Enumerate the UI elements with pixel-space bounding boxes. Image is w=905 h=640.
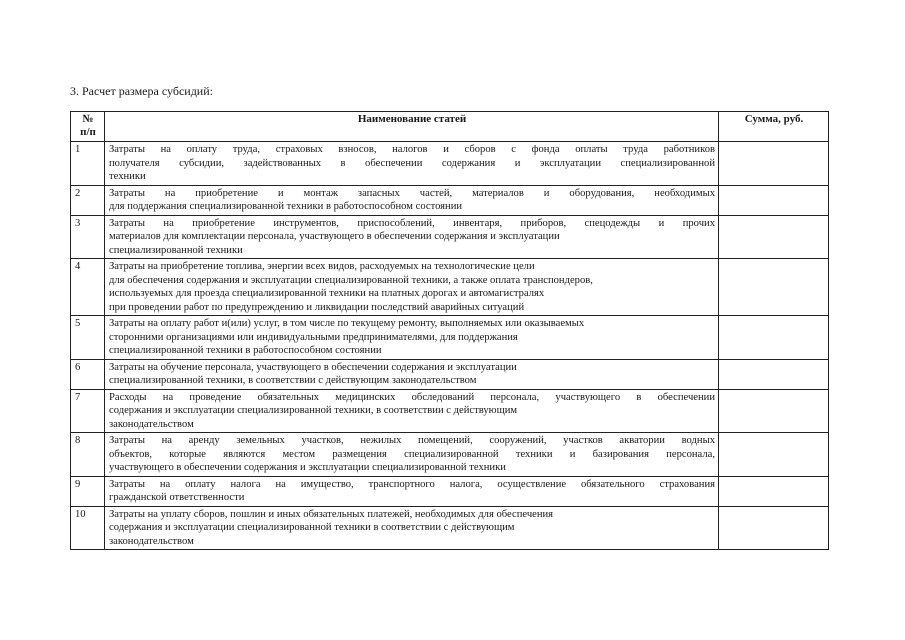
table-row	[71, 215, 829, 259]
row-item-name-line: объектов, которые являются местом размещения специализированной техники и базирования персонала,	[109, 448, 715, 460]
row-item-name	[105, 215, 719, 259]
table-row	[71, 433, 829, 477]
row-item-name-line: Затраты на аренду земельных участков, нежилых помещений, сооружений, участков акватории водных	[109, 435, 715, 446]
section-heading: 3. Расчет размера субсидий:	[70, 84, 213, 98]
row-item-name-line: Затраты на оплату налога на имущество, транспортного налога, осуществление обязательного страхования	[109, 478, 715, 490]
row-sum-value[interactable]	[719, 506, 829, 550]
row-item-name-line: Затраты на уплату сборов, пошлин и иных обязательных платежей, необходимых для обеспечения	[109, 508, 554, 520]
row-item-name-line: Затраты на обучение персонала, участвующего в обеспечении содержания и эксплуатации	[109, 361, 517, 373]
row-item-name	[105, 185, 719, 215]
column-header-sum: Сумма, руб.	[719, 112, 829, 142]
row-item-name-line: получателя субсидии, задействованных в обеспечении содержания и эксплуатации специализированной	[109, 157, 715, 169]
table-header-row	[71, 112, 829, 142]
row-item-name-line: используемых для проезда специализированной техники на платных дорогах и автомагистралях	[109, 288, 545, 299]
row-sum-value[interactable]	[719, 185, 829, 215]
row-sum-value[interactable]	[719, 142, 829, 186]
row-number: 8	[71, 433, 105, 477]
table-row	[71, 259, 829, 316]
row-item-name-line: Затраты на приобретение инструментов, приспособлений, инвентаря, приборов, спецодежды и прочих	[109, 217, 715, 229]
table-body	[71, 142, 829, 550]
row-item-name-line: для обеспечения содержания и эксплуатации специализированной техники, а также оплата транспондеров,	[109, 274, 593, 286]
column-header-number-symbol: №	[82, 113, 94, 125]
row-number: 4	[71, 259, 105, 316]
row-sum-value[interactable]	[719, 359, 829, 389]
row-item-name	[105, 506, 719, 550]
row-item-name-line: специализированной техники в работоспособном состоянии	[109, 345, 382, 356]
row-sum-value[interactable]	[719, 476, 829, 506]
row-item-name-line: техники	[109, 171, 146, 182]
row-item-name	[105, 259, 719, 316]
row-number: 1	[71, 142, 105, 186]
row-number: 6	[71, 359, 105, 389]
row-item-name-line: материалов для комплектации персонала, участвующего в обеспечении содержания и эксплуатации	[109, 231, 560, 242]
row-item-name	[105, 389, 719, 433]
table-row	[71, 506, 829, 550]
row-item-name-line: гражданской ответственности	[109, 492, 245, 503]
row-item-name	[105, 476, 719, 506]
table-row	[71, 476, 829, 506]
table-row	[71, 316, 829, 360]
row-item-name-line: при проведении работ по предупреждению и ликвидации последствий аварийных ситуаций	[109, 301, 525, 313]
table-row	[71, 359, 829, 389]
row-item-name-line: участвующего в обеспечении содержания и эксплуатации специализированной техники	[109, 462, 506, 473]
row-item-name-line: содержания и эксплуатации специализированной техники в соответствии с действующим	[109, 522, 515, 533]
row-item-name-line: Затраты на приобретение и монтаж запасных частей, материалов и оборудования, необходимых	[109, 187, 715, 199]
row-item-name-line: сторонними организациями или индивидуальными предпринимателями, для поддержания	[109, 331, 518, 343]
row-item-name-line: Расходы на проведение обязательных медицинских обследований персонала, участвующего в обеспечении	[109, 391, 715, 403]
row-number: 9	[71, 476, 105, 506]
row-sum-value[interactable]	[719, 316, 829, 360]
row-number: 2	[71, 185, 105, 215]
row-number: 5	[71, 316, 105, 360]
row-item-name-line: Затраты на оплату труда, страховых взносов, налогов и сборов с фонда оплаты труда работников	[109, 144, 715, 155]
column-header-name: Наименование статей	[105, 112, 719, 142]
row-item-name	[105, 359, 719, 389]
row-item-name-line: для поддержания специализированной техники в работоспособном состоянии	[109, 201, 463, 212]
table-row	[71, 389, 829, 433]
row-item-name-line: Затраты на оплату работ и(или) услуг, в том числе по текущему ремонту, выполняемых или оказываемых	[109, 318, 585, 329]
row-sum-value[interactable]	[719, 259, 829, 316]
row-item-name-line: специализированной техники	[109, 244, 243, 256]
row-item-name-line: содержания и эксплуатации специализированной техники, в соответствии с действующим	[109, 405, 518, 416]
row-item-name-line: законодательством	[109, 535, 194, 547]
row-number: 10	[71, 506, 105, 550]
row-item-name-line: законодательством	[109, 418, 194, 430]
row-number: 7	[71, 389, 105, 433]
row-item-name-line: специализированной техники, в соответствии с действующим законодательством	[109, 375, 477, 386]
row-item-name	[105, 142, 719, 186]
column-header-number	[71, 112, 105, 142]
row-item-name	[105, 316, 719, 360]
table-row	[71, 185, 829, 215]
column-header-number-abbr: п/п	[80, 126, 96, 138]
row-number: 3	[71, 215, 105, 259]
row-item-name	[105, 433, 719, 477]
row-sum-value[interactable]	[719, 433, 829, 477]
row-item-name-line: Затраты на приобретение топлива, энергии всех видов, расходуемых на технологические цели	[109, 261, 535, 272]
row-sum-value[interactable]	[719, 389, 829, 433]
subsidy-calculation-table	[70, 111, 829, 550]
row-sum-value[interactable]	[719, 215, 829, 259]
table-row	[71, 142, 829, 186]
